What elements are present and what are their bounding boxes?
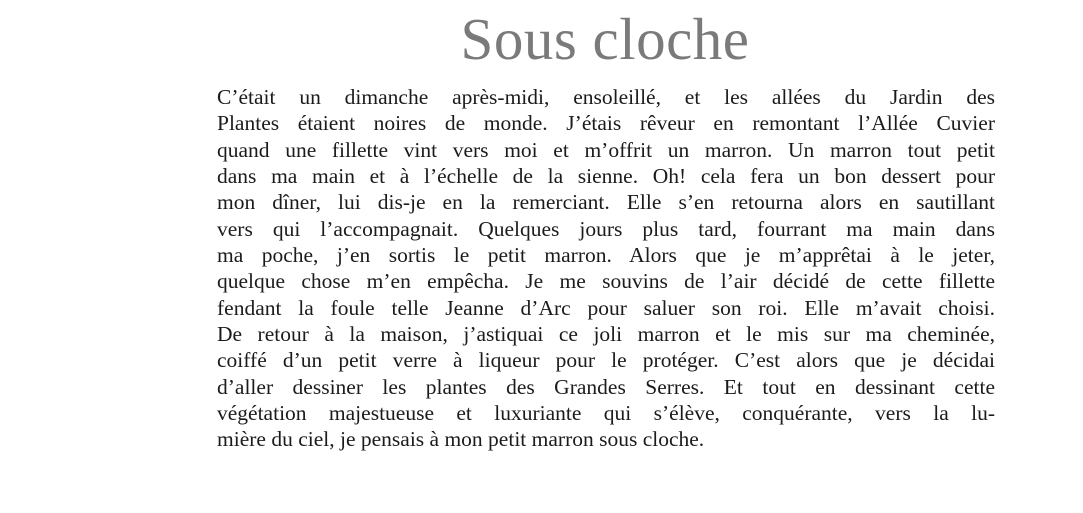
paragraph-line: De retour à la maison, j’astiquai ce joli marron et le mis sur ma cheminée, xyxy=(217,322,995,347)
paragraph-line: mon dîner, lui dis-je en la remerciant. Elle s’en retourna alors en sautillant xyxy=(217,190,995,215)
paragraph-line: coiffé d’un petit verre à liqueur pour le protéger. C’est alors que je décidai xyxy=(217,348,995,373)
paragraph-line: fendant la foule telle Jeanne d’Arc pour saluer son roi. Elle m’avait choisi. xyxy=(217,295,995,320)
body-paragraph xyxy=(217,84,995,453)
paragraph-line: dans ma main et à l’échelle de la sienne. Oh! cela fera un bon dessert pour xyxy=(217,164,995,189)
paragraph-line: ma poche, j’en sortis le petit marron. Alors que je m’apprêtai à le jeter, xyxy=(217,243,995,268)
paragraph-line: mière du ciel, je pensais à mon petit marron sous cloche. xyxy=(217,427,705,452)
paragraph-line: Plantes étaient noires de monde. J’étais rêveur en remontant l’Allée Cuvier xyxy=(217,111,995,136)
paragraph-line: d’aller dessiner les plantes des Grandes Serres. Et tout en dessinant cette xyxy=(217,374,995,399)
paragraph-line: C’était un dimanche après-midi, ensoleillé, et les allées du Jardin des xyxy=(217,85,995,109)
paragraph-line: quelque chose m’en empêcha. Je me souvins de l’air décidé de cette fillette xyxy=(217,269,995,294)
paragraph-line: quand une fillette vint vers moi et m’offrit un marron. Un marron tout petit xyxy=(217,137,995,162)
paragraph-line: végétation majestueuse et luxuriante qui s’élève, conquérante, vers la lu- xyxy=(217,401,995,426)
paragraph-line: vers qui l’accompagnait. Quelques jours plus tard, fourrant ma main dans xyxy=(217,216,995,241)
page-title: Sous cloche xyxy=(460,6,750,72)
